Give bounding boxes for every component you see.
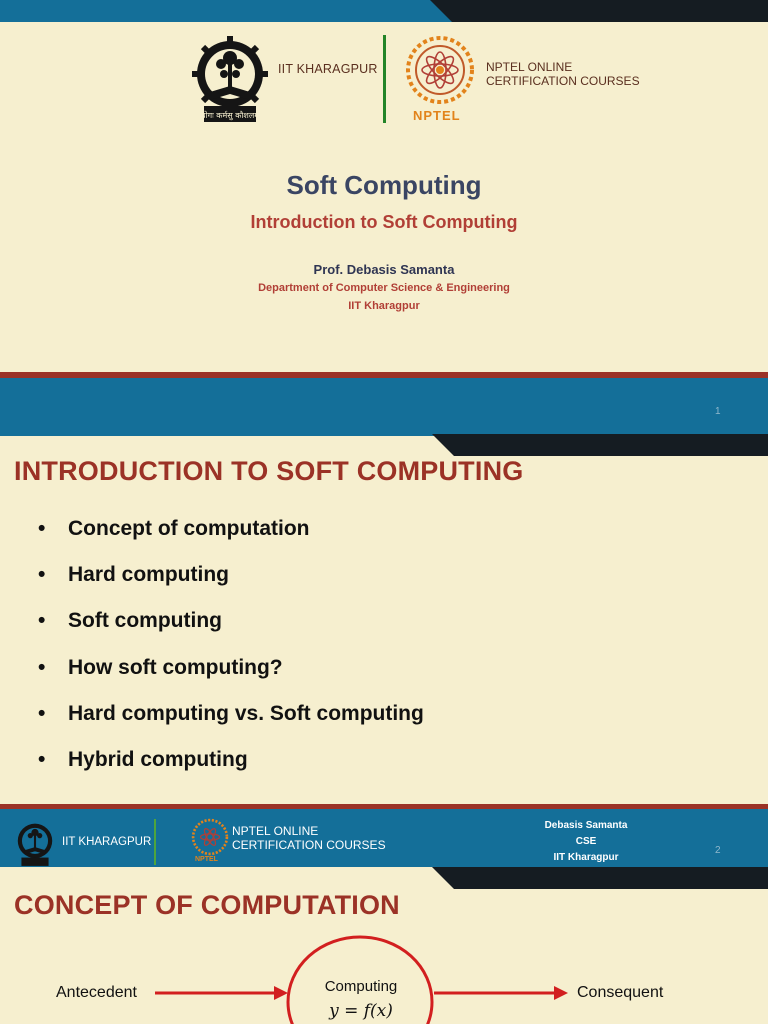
iit-motto: योगः कर्मसु कौशलम्: [200, 111, 260, 120]
author-dept: CSE: [575, 836, 597, 847]
bullet-text: Concept of computation: [68, 517, 310, 540]
footer-iit-label: IIT KHARAGPUR: [62, 836, 152, 848]
bullet-item: [38, 563, 424, 609]
iit-kharagpur-label: IIT KHARAGPUR: [278, 62, 378, 76]
institute: IIT Kharagpur: [348, 300, 420, 312]
slide-subtitle: Introduction to Soft Computing: [250, 212, 518, 232]
bullet-text: Hybrid computing: [68, 747, 248, 771]
bullet-item: [38, 702, 424, 748]
output-arrow-head: [554, 986, 568, 1000]
slide2-footer-band: [0, 809, 768, 867]
bullet-icon: •: [38, 701, 46, 725]
author-block: [520, 818, 652, 866]
slide-title: Soft Computing: [286, 170, 482, 200]
consequent-label: Consequent: [577, 984, 664, 1001]
bullet-item: [38, 517, 424, 563]
nptel-line1: NPTEL ONLINE: [486, 60, 573, 74]
nptel-logo-icon: [191, 818, 229, 856]
logo-divider: [383, 35, 386, 123]
slide-heading: CONCEPT OF COMPUTATION: [14, 890, 400, 920]
footer-nptel-line1: NPTEL ONLINE: [232, 824, 319, 838]
bullet-item: [38, 609, 424, 655]
iit-kharagpur-logo-icon: [190, 34, 270, 126]
author-institute: IIT Kharagpur: [553, 852, 619, 863]
top-dark-band: [430, 0, 768, 22]
bullet-icon: •: [38, 517, 46, 540]
antecedent-label: Antecedent: [56, 984, 137, 1001]
logo-row: [0, 32, 768, 132]
bullet-text: Hard computing: [68, 563, 229, 587]
bullet-item: [38, 748, 424, 794]
bullet-text: Soft computing: [68, 609, 222, 633]
bullet-icon: •: [38, 563, 46, 587]
outline-slide: [0, 372, 768, 804]
bullet-text: How soft computing?: [68, 655, 283, 679]
computing-label: Computing: [324, 978, 398, 995]
slide1-footer-band: [0, 378, 768, 436]
dark-band: [432, 867, 768, 889]
presenter-name: Prof. Debasis Samanta: [313, 262, 455, 277]
department: Department of Computer Science & Engineering: [258, 282, 510, 294]
nptel-logo-icon: [404, 34, 476, 106]
page-number: 2: [715, 845, 721, 856]
page-number: 1: [715, 406, 721, 417]
bullet-text: Hard computing vs. Soft computing: [68, 701, 424, 725]
nptel-line2: CERTIFICATION COURSES: [486, 74, 640, 88]
title-slide: [0, 0, 768, 372]
bullet-icon: •: [38, 609, 46, 633]
concept-slide: [0, 804, 768, 1024]
bullet-item: [38, 656, 424, 702]
footer-nptel-wordmark: NPTEL: [195, 856, 218, 863]
author-name: Debasis Samanta: [544, 820, 628, 831]
input-arrow-head: [274, 986, 288, 1000]
bullet-list: [38, 517, 424, 794]
slide-heading: INTRODUCTION TO SOFT COMPUTING: [14, 456, 524, 486]
computing-equation: y = f(x): [329, 1001, 393, 1021]
bullet-icon: •: [38, 655, 46, 679]
nptel-label: [486, 60, 640, 88]
dark-band: [432, 434, 768, 456]
bullet-icon: •: [38, 747, 46, 771]
footer-divider: [154, 819, 156, 865]
iit-kharagpur-logo-icon: [14, 820, 56, 868]
footer-nptel-label: [232, 824, 386, 852]
nptel-wordmark: NPTEL: [413, 108, 461, 123]
footer-nptel-line2: CERTIFICATION COURSES: [232, 838, 386, 852]
